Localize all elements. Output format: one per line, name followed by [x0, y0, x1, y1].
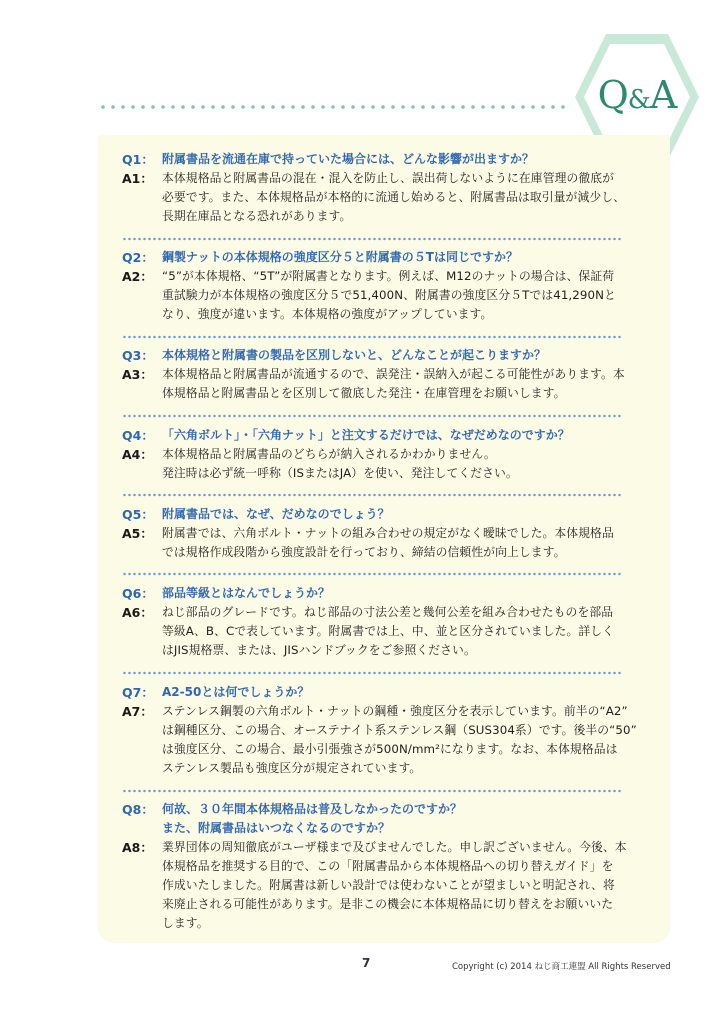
answer-line: 体規格品と附属書品とを区別して徹底した発注・在庫管理をお願いします。 — [162, 386, 566, 400]
dotted-separator — [122, 492, 622, 498]
question-text — [162, 505, 390, 524]
answer-line: 附属書では、六角ボルト・ナットの組み合わせの規定がなく曖昧でした。本体規格品 — [162, 526, 614, 540]
badge-q: Q — [597, 73, 628, 117]
answer-label: A8： — [122, 840, 153, 855]
question-text — [162, 800, 462, 838]
badge-a: A — [649, 73, 677, 117]
qa-item — [122, 426, 632, 483]
dotted-separator — [122, 413, 622, 419]
question-text — [162, 248, 518, 267]
answer-label: A7： — [122, 704, 153, 719]
question-line: 附属書品を流通在庫で持っていた場合には、どんな影響が出ますか？ — [162, 152, 535, 166]
question-row — [122, 346, 632, 365]
answer-line: します。 — [162, 916, 209, 930]
answer-line: 本体規格品と附属書品の混在・混入を防止し、誤出荷しないように在庫管理の徹底が — [162, 171, 615, 185]
answer-row — [122, 169, 632, 226]
question-line: 本体規格と附属書の製品を区別しないと、どんなことが起こりますか？ — [162, 348, 547, 362]
answer-line: 発注時は必ず統一呼称（ISまたはJA）を使い、発注してください。 — [162, 466, 518, 480]
question-label: Q7： — [122, 685, 154, 700]
qa-item — [122, 150, 632, 226]
qa-badge-text — [572, 73, 702, 117]
question-row — [122, 426, 632, 445]
answer-text — [162, 838, 627, 933]
question-label: Q8： — [122, 802, 154, 817]
question-text — [162, 426, 570, 445]
copyright-text: Copyright (c) 2014 ねじ商工連盟 All Rights Reserved — [452, 962, 671, 972]
question-text — [162, 150, 534, 169]
qa-item — [122, 584, 632, 660]
question-line: 鋼製ナットの本体規格の強度区分５と附属書の５Tは同じですか？ — [162, 250, 518, 264]
answer-label: A3： — [122, 367, 153, 382]
page-number: 7 — [362, 956, 371, 970]
badge-amp: & — [627, 85, 650, 115]
question-row — [122, 505, 632, 524]
answer-line: では規格作成段階から強度設計を行っており、締結の信頼性が向上します。 — [162, 545, 566, 559]
answer-line: 重試験力が本体規格の強度区分５で51,400N、附属書の強度区分５Tでは41,290Nと — [162, 288, 616, 302]
answer-text — [162, 365, 625, 403]
answer-line: 業界団体の周知徹底がユーザ様まで及びませんでした。申し訳ございません。今後、本 — [162, 840, 627, 854]
answer-line: 来廃止される可能性があります。是非この機会に本体規格品に切り替えをお願いいた — [162, 897, 614, 911]
dotted-separator — [122, 236, 622, 242]
header-dotted-rule — [98, 103, 568, 111]
answer-line: 本体規格品と附属書品が流通するので、誤発注・誤納入が起こる可能性があります。本 — [162, 367, 625, 381]
answer-line: ステンレス鋼製の六角ボルト・ナットの鋼種・強度区分を表示しています。前半の“A2” — [162, 704, 628, 718]
question-line: A2-50とは何でしょうか？ — [162, 685, 310, 699]
question-row — [122, 683, 632, 702]
answer-line: 必要です。また、本体規格品が本格的に流通し始めると、附属書品は取引量が減少し、 — [162, 190, 626, 204]
answer-line: 本体規格品と附属書品のどちらが納入されるかわかりません。 — [162, 447, 496, 461]
question-row — [122, 800, 632, 838]
answer-text — [162, 702, 637, 778]
qa-item — [122, 248, 632, 324]
question-label: Q2： — [122, 250, 154, 265]
answer-line: ねじ部品のグレードです。ねじ部品の寸法公差と幾何公差を組み合わせたものを部品 — [162, 605, 614, 619]
question-label: Q3： — [122, 348, 154, 363]
answer-text — [162, 169, 625, 226]
dotted-separator — [122, 788, 622, 794]
answer-row — [122, 603, 632, 660]
answer-label: A5： — [122, 526, 153, 541]
qa-item — [122, 683, 637, 778]
answer-text — [162, 524, 614, 562]
question-label: Q4： — [122, 428, 154, 443]
answer-line: なり、強度が違います。本体規格の強度がアップしています。 — [162, 307, 493, 321]
answer-text — [162, 445, 518, 483]
qa-item — [122, 800, 632, 933]
question-row — [122, 584, 632, 603]
answer-row — [122, 365, 632, 403]
question-text — [162, 683, 309, 702]
answer-line: “5”が本体規格、“5T”が附属書となります。例えば、M12のナットの場合は、保証荷 — [162, 269, 615, 283]
answer-row — [122, 267, 632, 324]
answer-line: 作成いたしました。附属書は新しい設計では使わないことが望ましいと明記され、将 — [162, 878, 615, 892]
question-label: Q5： — [122, 507, 154, 522]
answer-label: A1： — [122, 171, 153, 186]
question-row — [122, 248, 632, 267]
answer-text — [162, 603, 614, 660]
answer-line: 体規格品を推奨する目的で、この「附属書品から本体規格品への切り替えガイド」を — [162, 859, 614, 873]
answer-label: A2： — [122, 269, 153, 284]
answer-line: はJIS規格票、または、JISハンドブックをご参照ください。 — [162, 643, 476, 657]
answer-line: は鋼種区分、この場合、オーステナイト系ステンレス鋼（SUS304系）です。後半の“50” — [162, 723, 637, 737]
dotted-separator — [122, 670, 622, 676]
answer-line: 長期在庫品となる恐れがあります。 — [162, 209, 352, 223]
question-line: 部品等級とはなんでしょうか？ — [162, 586, 331, 600]
answer-label: A6： — [122, 605, 153, 620]
question-row — [122, 150, 632, 169]
question-line: 「六角ボルト」・「六角ナット」と注文するだけでは、なぜだめなのですか？ — [162, 428, 570, 442]
answer-row — [122, 838, 632, 933]
qa-item — [122, 346, 632, 403]
qa-item — [122, 505, 632, 562]
answer-label: A4： — [122, 447, 153, 462]
question-text — [162, 346, 546, 365]
dotted-separator — [122, 571, 622, 577]
answer-row — [122, 445, 632, 483]
question-label: Q6： — [122, 586, 154, 601]
answer-line: は強度区分、この場合、最小引張強さが500N/mm²になります。なお、本体規格品は — [162, 742, 618, 756]
question-line: また、附属書品はいつなくなるのですか？ — [162, 821, 391, 835]
question-line: 附属書品では、なぜ、だめなのでしょう？ — [162, 507, 390, 521]
question-label: Q1： — [122, 152, 154, 167]
answer-line: ステンレス製品も強度区分が規定されています。 — [162, 761, 422, 775]
question-text — [162, 584, 330, 603]
answer-row — [122, 524, 632, 562]
answer-text — [162, 267, 616, 324]
dotted-separator — [122, 334, 622, 340]
question-line: 何故、３０年間本体規格品は普及しなかったのですか？ — [162, 802, 463, 816]
answer-line: 等級A、B、Cで表しています。附属書では上、中、並と区分されていました。詳しく — [162, 624, 615, 638]
answer-row — [122, 702, 637, 778]
